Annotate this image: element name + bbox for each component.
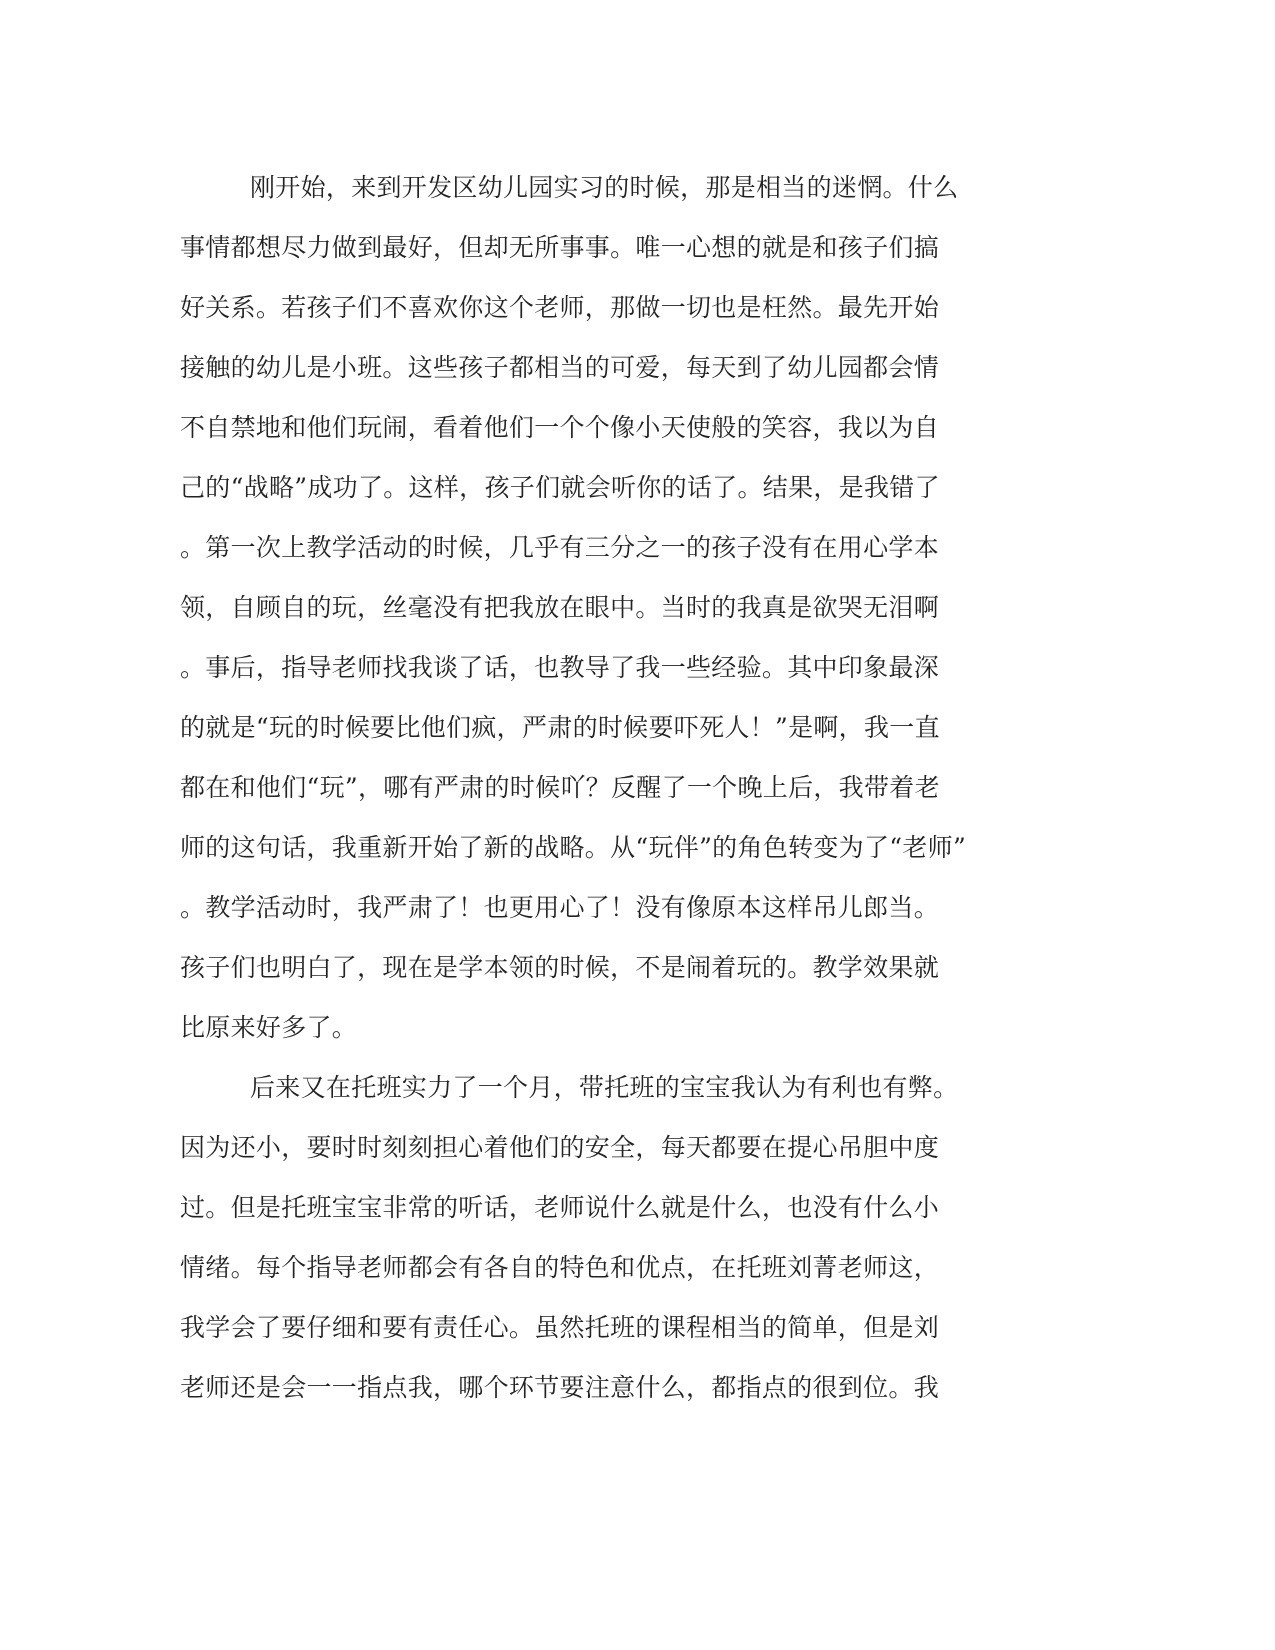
paragraph-1-line-6: 己的“战略”成功了。这样，孩子们就会听你的话了。结果，是我错了 — [180, 473, 940, 502]
paragraph-1-line-11: 都在和他们“玩”，哪有严肃的时候吖？反醒了一个晚上后，我带着老 — [180, 773, 940, 802]
paragraph-1-line-9: 。事后，指导老师找我谈了话，也教导了我一些经验。其中印象最深 — [180, 653, 940, 682]
paragraph-1-line-3: 好关系。若孩子们不喜欢你这个老师，那做一切也是枉然。最先开始 — [180, 293, 940, 322]
paragraph-1-line-5: 不自禁地和他们玩闹，看着他们一个个像小天使般的笑容，我以为自 — [180, 413, 940, 442]
paragraph-1-line-10: 的就是“玩的时候要比他们疯，严肃的时候要吓死人！”是啊，我一直 — [180, 713, 940, 742]
paragraph-1-line-14: 孩子们也明白了，现在是学本领的时候，不是闹着玩的。教学效果就 — [180, 953, 940, 982]
paragraph-2-line-5: 我学会了要仔细和要有责任心。虽然托班的课程相当的简单，但是刘 — [180, 1313, 940, 1342]
paragraph-1-line-2: 事情都想尽力做到最好，但却无所事事。唯一心想的就是和孩子们搞 — [180, 233, 940, 262]
paragraph-1-line-4: 接触的幼儿是小班。这些孩子都相当的可爱，每天到了幼儿园都会情 — [180, 353, 940, 382]
paragraph-2-line-6: 老师还是会一一指点我，哪个环节要注意什么，都指点的很到位。我 — [180, 1373, 940, 1402]
body-text — [180, 158, 1040, 1418]
paragraph-1-line-12: 师的这句话，我重新开始了新的战略。从“玩伴”的角色转变为了“老师” — [180, 833, 967, 862]
paragraph-2-line-1: 后来又在托班实力了一个月，带托班的宝宝我认为有利也有弊。 — [250, 1073, 959, 1102]
paragraph-2-line-4: 情绪。每个指导老师都会有各自的特色和优点，在托班刘菁老师这， — [180, 1253, 940, 1282]
paragraph-2-line-2: 因为还小，要时时刻刻担心着他们的安全，每天都要在提心吊胆中度 — [180, 1133, 940, 1162]
paragraph-1-line-7: 。第一次上教学活动的时候，几乎有三分之一的孩子没有在用心学本 — [180, 533, 940, 562]
paragraph-1-line-15: 比原来好多了。 — [180, 1013, 358, 1042]
paragraph-2-line-3: 过。但是托班宝宝非常的听话，老师说什么就是什么，也没有什么小 — [180, 1193, 940, 1222]
paragraph-1-line-8: 领，自顾自的玩，丝毫没有把我放在眼中。当时的我真是欲哭无泪啊 — [180, 593, 940, 622]
paragraph-1-line-1: 刚开始，来到开发区幼儿园实习的时候，那是相当的迷惘。什么 — [250, 173, 959, 202]
paragraph-1-line-13: 。教学活动时，我严肃了！也更用心了！没有像原本这样吊儿郎当。 — [180, 893, 940, 922]
